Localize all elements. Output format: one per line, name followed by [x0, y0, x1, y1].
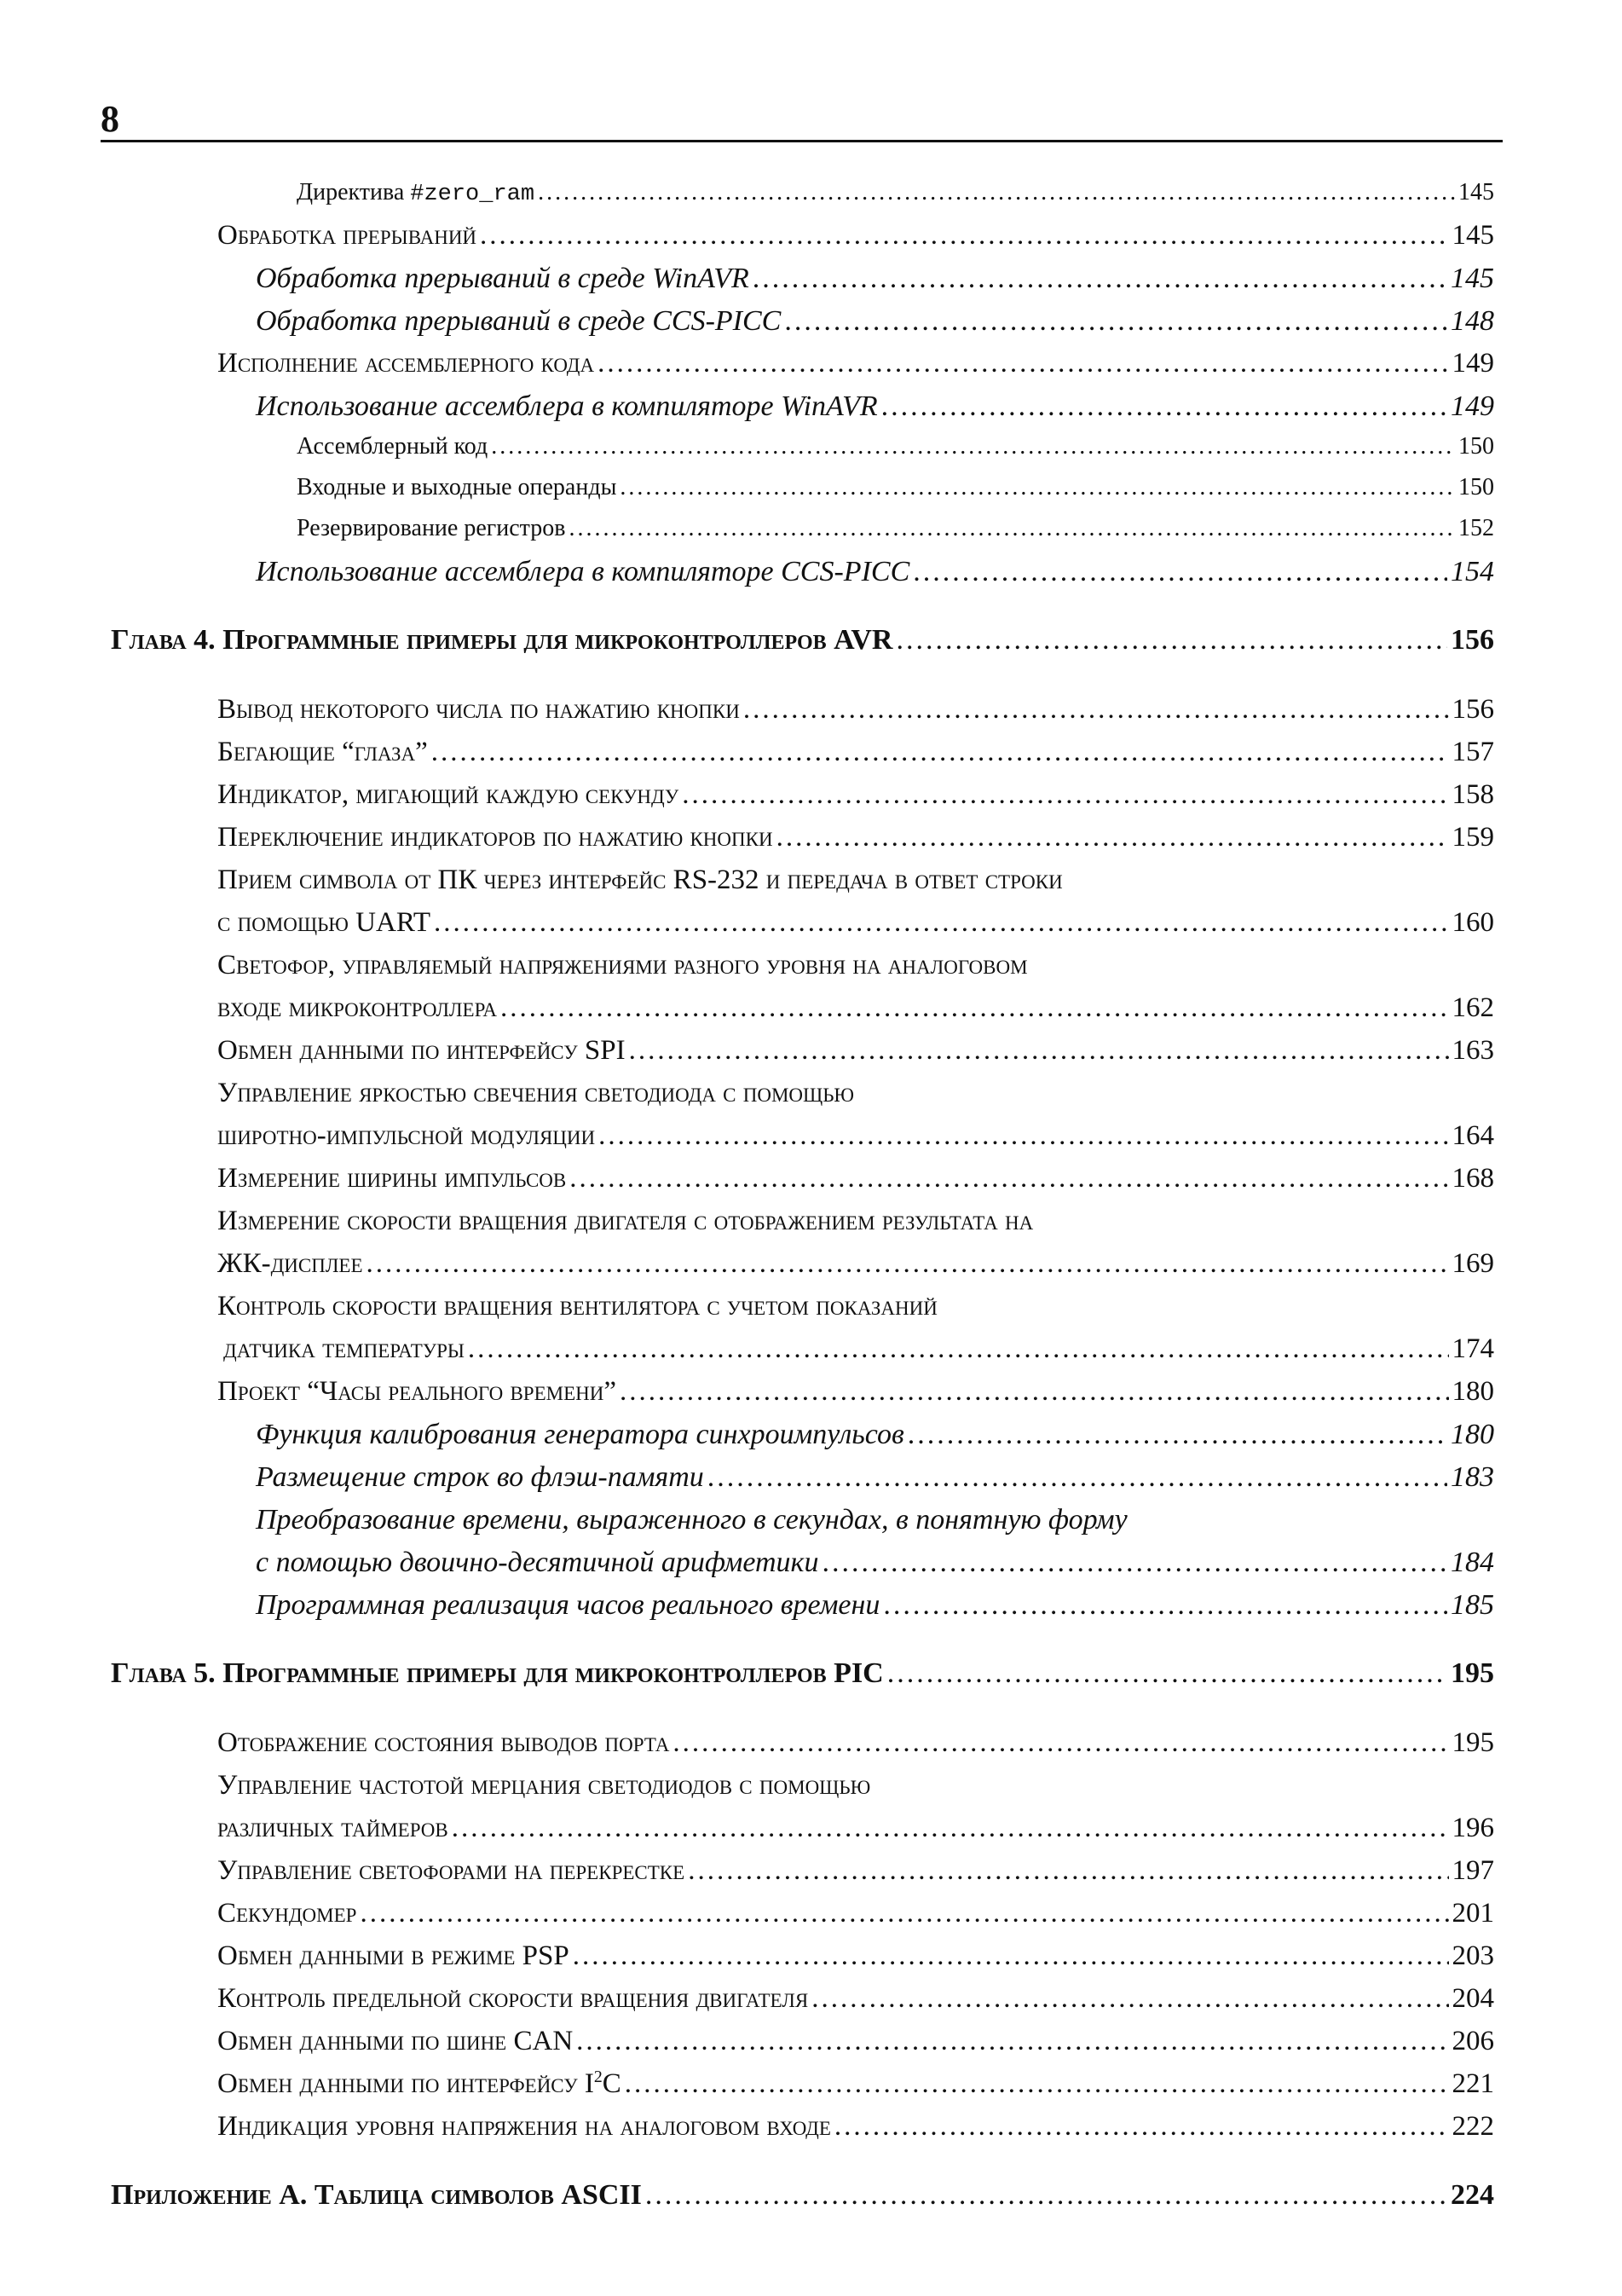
- toc-entry-interrupts-winavr[interactable]: Обработка прерываний в среде WinAVR ..... 145: [256, 263, 1494, 305]
- toc-entry-c4-4[interactable]: Переключение индикаторов по нажатию кнопки ..... 159: [217, 822, 1494, 865]
- toc-appendix-a[interactable]: Приложение А. Таблица символов ASCII ..... 224: [111, 2179, 1494, 2222]
- toc-entry-c4-10[interactable]: ЖК-дисплее ..... 169: [217, 1248, 1494, 1291]
- toc-entry-c4-11[interactable]: датчика температуры ..... 174: [223, 1333, 1494, 1376]
- toc-entry-c5-1[interactable]: Отображение состояния выводов порта ..... 195: [217, 1727, 1494, 1770]
- header-rule: [101, 140, 1503, 142]
- toc-entry-c4-14[interactable]: Размещение строк во флэш-памяти ..... 183: [256, 1461, 1494, 1504]
- toc-entry-c5-4[interactable]: Секундомер ..... 201: [217, 1898, 1494, 1940]
- toc-chapter-4[interactable]: Глава 4. Программные примеры для микроконтроллеров AVR ..... 156: [111, 624, 1494, 667]
- toc-entry-operands[interactable]: Входные и выходные операнды ..... 150: [297, 474, 1494, 517]
- toc-chapter-5[interactable]: Глава 5. Программные примеры для микроконтроллеров PIC ..... 195: [111, 1657, 1494, 1700]
- toc-entry-c5-9[interactable]: Индикация уровня напряжения на аналоговом входе ..... 222: [217, 2111, 1494, 2154]
- toc-entry-c5-5[interactable]: Обмен данными в режиме PSP ..... 203: [217, 1940, 1494, 1983]
- toc-entry-c5-2[interactable]: различных таймеров ..... 196: [217, 1813, 1494, 1855]
- code-zero-ram: #zero_ram: [410, 182, 535, 207]
- toc-entry-c5-2-line1: Управление частотой мерцания светодиодов с помощью: [217, 1770, 871, 1801]
- toc-entry-registers[interactable]: Резервирование регистров ..... 152: [297, 515, 1494, 558]
- toc-entry-c4-9[interactable]: Измерение ширины импульсов ..... 168: [217, 1163, 1494, 1206]
- toc-entry-c4-16[interactable]: Программная реализация часов реального времени ..... 185: [256, 1589, 1494, 1632]
- dot-leader: [538, 179, 1455, 206]
- toc-entry-c4-1[interactable]: Вывод некоторого числа по нажатию кнопки ..... 156: [217, 694, 1494, 737]
- toc-entry-c5-3[interactable]: Управление светофорами на перекрестке ..... 197: [217, 1855, 1494, 1898]
- toc-entry-assembler[interactable]: Исполнение ассемблерного кода ..... 149: [217, 348, 1494, 390]
- toc-entry-zero-ram[interactable]: Директива #zero_ram ..... 145: [297, 179, 1494, 222]
- toc-entry-c4-15[interactable]: с помощью двоично-десятичной арифметики ..... 184: [256, 1547, 1494, 1589]
- toc-entry-c4-8-line1: Управление яркостью свечения светодиода с помощью: [217, 1078, 855, 1108]
- toc-entry-c4-5[interactable]: с помощью UART ..... 160: [217, 907, 1494, 950]
- toc-entry-c4-13[interactable]: Функция калибрования генератора синхроимпульсов ..... 180: [256, 1419, 1494, 1461]
- toc-entry-c4-11-line1: Контроль скорости вращения вентилятора с учетом показаний: [217, 1291, 938, 1322]
- toc-entry-interrupts[interactable]: Обработка прерываний ..... 145: [217, 220, 1494, 263]
- toc-entry-c5-7[interactable]: Обмен данными по шине CAN ..... 206: [217, 2026, 1494, 2068]
- toc-entry-c5-6[interactable]: Контроль предельной скорости вращения двигателя ..... 204: [217, 1983, 1494, 2026]
- toc-entry-interrupts-ccs[interactable]: Обработка прерываний в среде CCS-PICC ..... 148: [256, 305, 1494, 348]
- toc-entry-c4-2[interactable]: Бегающие “глаза” ..... 157: [217, 737, 1494, 779]
- page-number: 8: [101, 98, 119, 140]
- toc-entry-c4-6[interactable]: входе микроконтроллера ..... 162: [217, 992, 1494, 1035]
- toc-entry-c4-5-line1: Прием символа от ПК через интерфейс RS-232 и передача в ответ строки: [217, 865, 1063, 895]
- toc-entry-c4-3[interactable]: Индикатор, мигающий каждую секунду ..... 158: [217, 779, 1494, 822]
- toc-entry-c4-15-line1: Преобразование времени, выраженного в секундах, в понятную форму: [256, 1504, 1128, 1535]
- toc-entry-c4-6-line1: Светофор, управляемый напряжениями разного уровня на аналоговом: [217, 950, 1028, 980]
- toc-entry-c4-7[interactable]: Обмен данными по интерфейсу SPI ..... 163: [217, 1035, 1494, 1078]
- page-ref: 145: [1458, 179, 1494, 205]
- toc-entry-c5-8[interactable]: Обмен данными по интерфейсу $I^2C$ ..... 221: [217, 2068, 1494, 2111]
- toc-entry-asm-code[interactable]: Ассемблерный код ..... 150: [297, 433, 1494, 476]
- toc-entry-c4-12[interactable]: Проект “Часы реального времени” ..... 180: [217, 1376, 1494, 1419]
- toc-entry-asm-ccs[interactable]: Использование ассемблера в компиляторе CCS-PICC ..... 154: [256, 556, 1494, 599]
- toc-entry-c4-8[interactable]: широтно-импульсной модуляции ..... 164: [217, 1120, 1494, 1163]
- toc-entry-c4-10-line1: Измерение скорости вращения двигателя с отображением результата на: [217, 1206, 1034, 1236]
- toc-entry-asm-winavr[interactable]: Использование ассемблера в компиляторе WinAVR ..... 149: [256, 390, 1494, 433]
